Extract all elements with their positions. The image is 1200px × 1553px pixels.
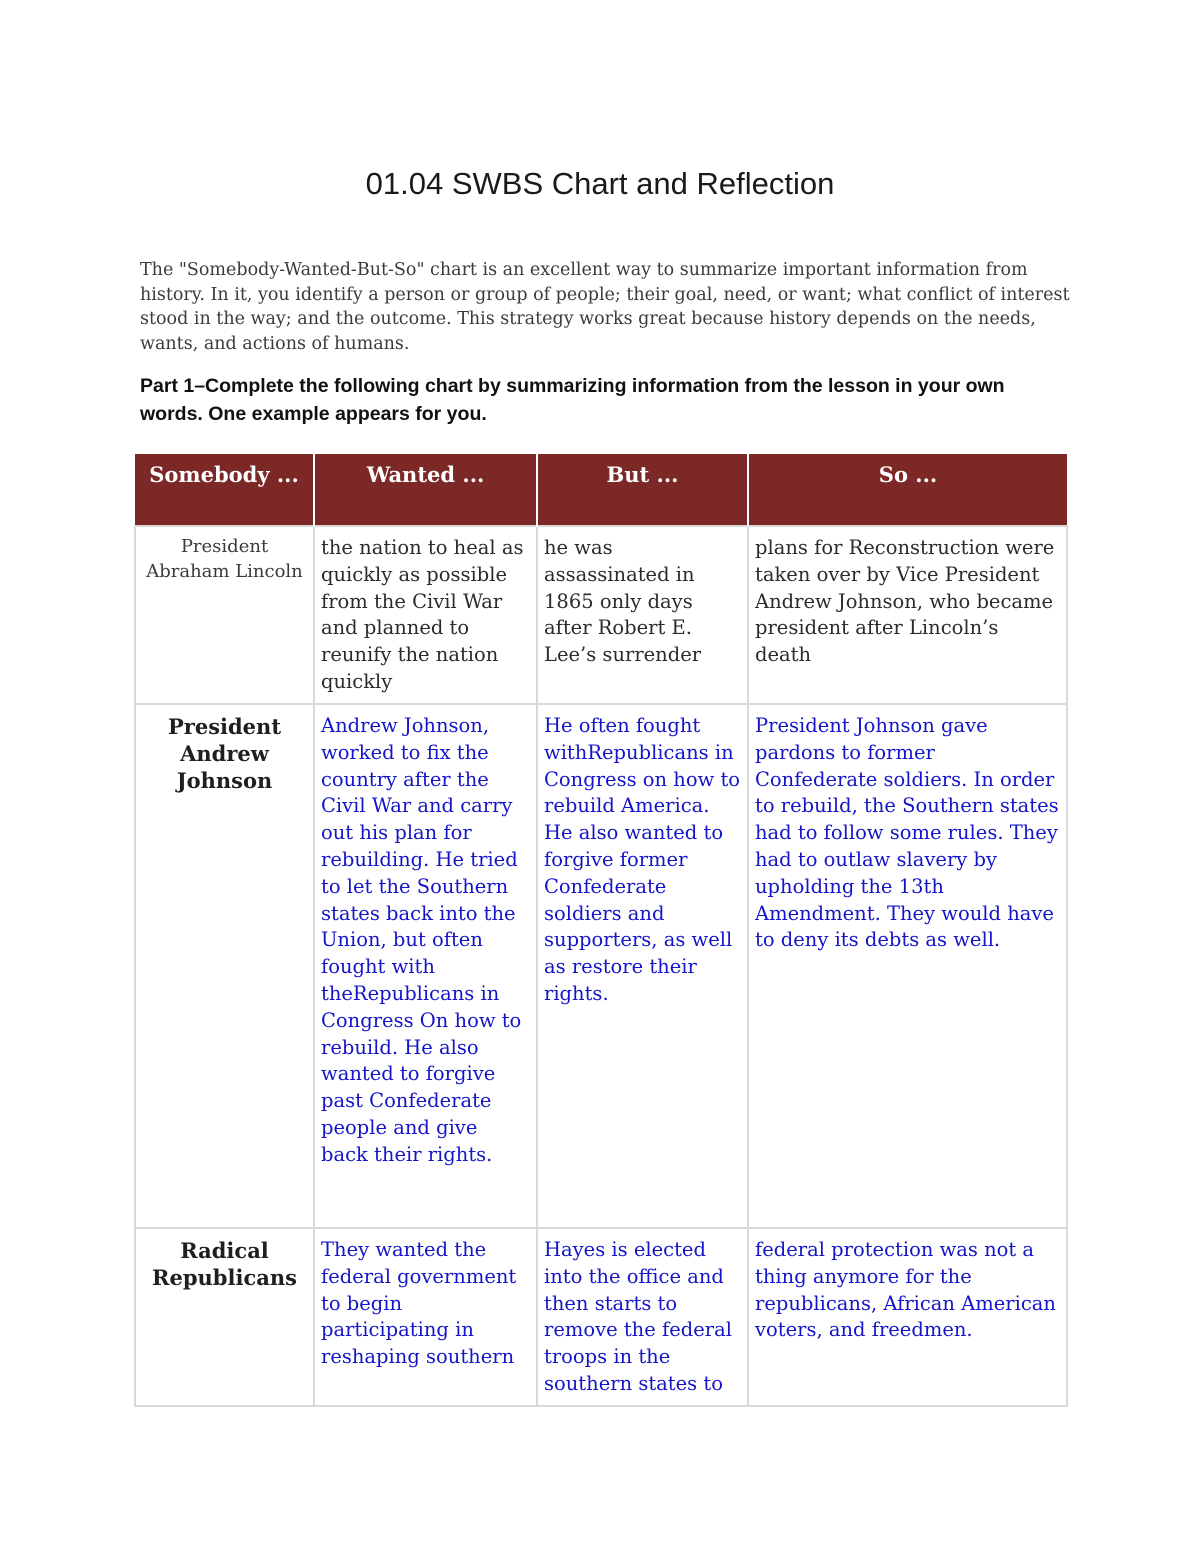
table-row (135, 704, 1067, 1228)
header-wanted: Wanted ... (314, 454, 537, 526)
cell-so: plans for Reconstruction were taken over by Vice President Andrew Johnson, who became president after Lincoln’s death (748, 526, 1067, 704)
page-title: 01.04 SWBS Chart and Reflection (365, 166, 835, 201)
cell-but-answer[interactable]: Hayes is elected into the office and then starts to remove the federal troops in the southern states to (537, 1228, 748, 1406)
header-somebody: Somebody ... (135, 454, 314, 526)
header-so: So ... (748, 454, 1067, 526)
cell-somebody: President Andrew Johnson (135, 704, 314, 1228)
cell-but-answer[interactable]: He often fought withRepublicans in Congress on how to rebuild America. He also wanted to forgive former Confederate soldiers and supporters, as well as restore their rights. (537, 704, 748, 1228)
cell-wanted: the nation to heal as quickly as possible from the Civil War and planned to reunify the nation quickly (314, 526, 537, 704)
cell-wanted-answer[interactable]: They wanted the federal government to begin participating in reshaping southern (314, 1228, 537, 1406)
cell-so-answer[interactable]: federal protection was not a thing anymore for the republicans, African American voters, and freedmen. (748, 1228, 1067, 1406)
header-row (135, 454, 1067, 526)
swbs-chart (134, 454, 1068, 1407)
table-row (135, 526, 1067, 704)
cell-wanted-answer[interactable]: Andrew Johnson, worked to fix the country after the Civil War and carry out his plan for rebuilding. He tried to let the Southern states back into the Union, but often fought with theRepublicans in Congress On how to rebuild. He also wanted to forgive past Confederate people and give back their rights. (314, 704, 537, 1228)
cell-but: he was assassinated in 1865 only days after Robert E. Lee’s surrender (537, 526, 748, 704)
part1-instructions: Part 1–Complete the following chart by summarizing information from the lesson in your own words. One example appears for you. (140, 375, 1005, 425)
header-but: But ... (537, 454, 748, 526)
cell-somebody: President Abraham Lincoln (135, 526, 314, 704)
cell-somebody: Radical Republicans (135, 1228, 314, 1406)
cell-so-answer[interactable]: President Johnson gave pardons to former Confederate soldiers. In order to rebuild, the Southern states had to follow some rules. They had to outlaw slavery by upholding the 13th Amendment. They would have to deny its debts as well. (748, 704, 1067, 1228)
table-row (135, 1228, 1067, 1406)
intro-paragraph: The "Somebody-Wanted-But-So" chart is an excellent way to summarize important information from history. In it, you identify a person or group of people; their goal, need, or want; what conflict of interest stood in the way; and the outcome. This strategy works great because history depends on the needs, wants, and actions of humans. (140, 260, 1070, 354)
